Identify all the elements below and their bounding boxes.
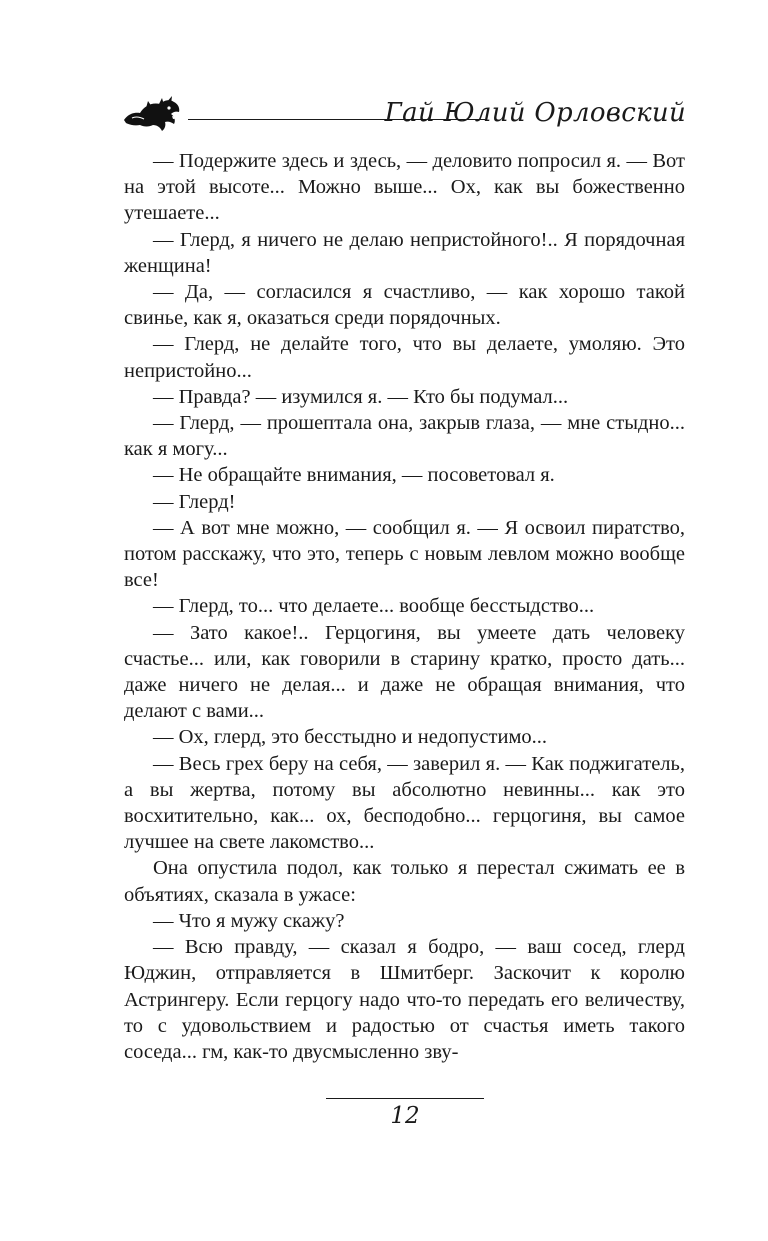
paragraph: — Правда? — изумился я. — Кто бы подумал... [153, 385, 569, 408]
running-header [122, 96, 686, 136]
paragraph: — А вот мне можно, — сообщил я. — Я освоил пиратство, потом расскажу, что это, теперь с новым левлом можно вообще все! [124, 516, 685, 592]
paragraph: — Не обращайте внимания, — посоветовал я. [153, 464, 555, 487]
dragon-icon [122, 96, 182, 132]
book-text [124, 148, 685, 1065]
paragraph: — Глерд, — прошептала она, закрыв глаза, — мне стыдно... как я могу... [124, 412, 685, 461]
page-number: 12 [390, 1103, 420, 1129]
paragraph: — Да, — согласился я счастливо, — как хорошо такой свинье, как я, оказаться среди порядочных. [124, 281, 685, 330]
author-name: Гай Юлий Орловский [384, 98, 686, 128]
paragraph: — Глерд, не делайте того, что вы делаете, умоляю. Это непристойно... [124, 333, 685, 382]
paragraph: — Глерд, то... что делаете... вообще бесстыдство... [153, 595, 595, 618]
paragraph: — Глерд! [153, 490, 236, 513]
paragraph: — Ох, глерд, это бесстыдно и недопустимо... [153, 726, 548, 749]
paragraph: — Зато какое!.. Герцогиня, вы умеете дать человеку счастье... или, как говорили в старину кратко, просто дать... даже ничего не делая... и даже не обращая внимания, что делают с вами... [124, 621, 685, 723]
paragraph: — Всю правду, — сказал я бодро, — ваш сосед, глерд Юджин, отправляется в Шмитберг. Заскочит к королю Астрингеру. Если герцогу надо что-то передать его величеству, то с удовольствием и радостью от счастья иметь такого соседа... гм, как-то двусмысленно зву- [124, 936, 685, 1063]
paragraph: Она опустила подол, как только я перестал сжимать ее в объятиях, сказала в ужасе: [124, 857, 685, 906]
paragraph: — Весь грех беру на себя, — заверил я. — Как поджигатель, а вы жертва, потому вы абсолютно невинны... как это восхитительно, как... ох, бесподобно... герцогиня, вы самое лучшее на свете лакомство... [124, 752, 685, 854]
paragraph: — Подержите здесь и здесь, — деловито попросил я. — Вот на этой высоте... Можно выше... Ох, как вы божественно утешаете... [124, 150, 685, 225]
paragraph: — Что я мужу скажу? [153, 909, 345, 932]
paragraph: — Глерд, я ничего не делаю непристойного!.. Я порядочная женщина! [124, 228, 685, 277]
footer-rule [326, 1098, 484, 1099]
